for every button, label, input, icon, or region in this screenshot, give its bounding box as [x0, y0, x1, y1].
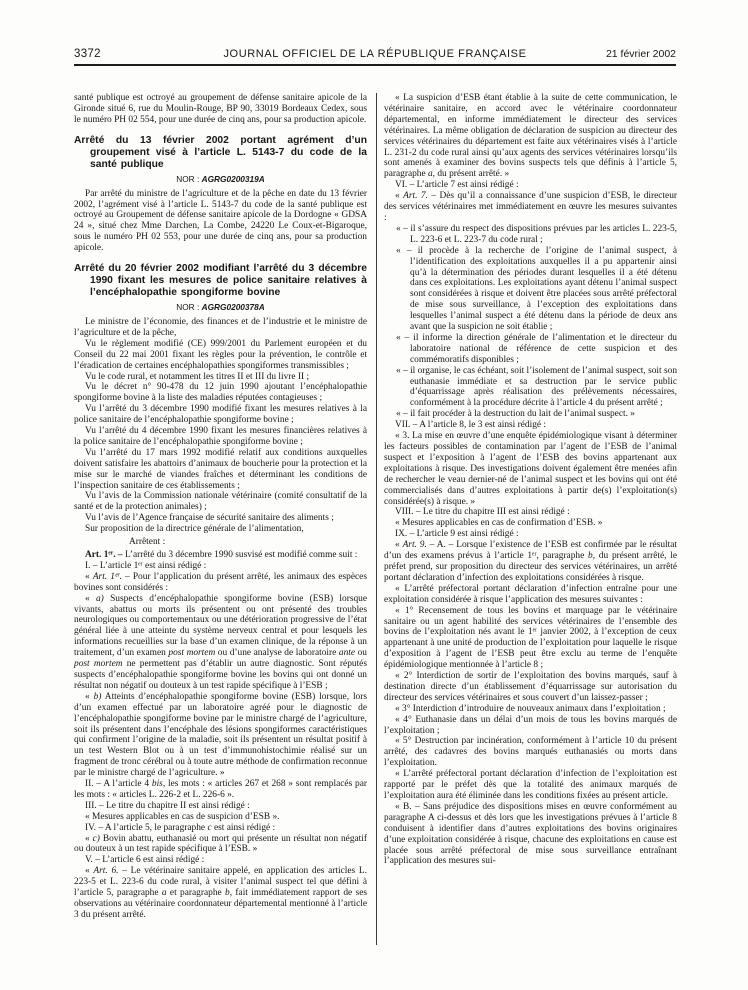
paragraph: [74, 448, 367, 492]
paragraph: [74, 801, 367, 812]
text-segment: post mortem: [74, 659, 123, 670]
text-segment: L’arrêté du 3 décembre 1990 susvisé est modifié comme suit :: [124, 550, 358, 560]
text-segment: , du présent arrêté. »: [432, 169, 510, 180]
text-segment: « – il s’assure du respect des dispositions prévues par les articles L. 223-5, L. 223-6 et L. 223-7 du code rural ;: [396, 223, 677, 245]
text-segment: Art. 6.: [93, 866, 119, 877]
text-segment: ne permettent pas d’établir un autre diagnostic. Sont réputés suspects d’encéphalopathie spongiforme bovine les bovins qui ont donné un résultat non négatif ou douteux à un test rapide spécifique à l’ESB ;: [74, 659, 367, 691]
paragraph: [74, 513, 367, 524]
arretent-line: [74, 537, 367, 548]
text-segment: V. – L’article 6 est ainsi rédigé :: [85, 855, 205, 866]
text-segment: Arrêté du 20 février 2002 modifiant l’arrêté du 3 décembre 1990 fixant les mesures de police sanitaire relatives à l’encéphalopathie spongiforme bovine: [74, 263, 367, 299]
column-divider: [376, 93, 377, 945]
dash-item: [396, 365, 678, 410]
text-segment: a: [427, 169, 433, 180]
text-segment: Vu l’arrêté du 4 décembre 1990 fixant les mesures financières relatives à la police sanitaire de l’encéphalopathie spongiforme bovine ;: [74, 426, 367, 447]
text-segment: – Dès qu’il a connaissance d’une suspicion d’ESB, le directeur des services vétérinaires met immédiatement en œuvre les mesures suivantes :: [384, 191, 678, 223]
paragraph: [74, 426, 367, 448]
text-segment: « Mesures applicables en cas de suspicion d’ESB ».: [85, 811, 280, 822]
text-segment: Arrêté du 13 février 2002 portant agrément d’un groupement visé à l’article L. 5143-7 du code de la santé publique: [74, 134, 367, 170]
text-segment: « – il procède à la recherche de l’origine de l’animal suspect, à l’identification des exploitations auxquelles il a pu appartenir ainsi qu’à la détermination des périodes durant lesquelles il a été détenu dans ces exploitations. Les exploitations ayant détenu l’animal suspect sont considérées à risque et doivent être placées sous arrêté préfectoral de mise sous surveillance, à l’exception des exploitations dans lesquelles l’animal suspect a été détenu dans la période de deux ans avant que la suspicion ne soit établie ;: [396, 245, 677, 333]
text-segment: NOR :: [176, 173, 202, 184]
paragraph: [384, 704, 677, 715]
text-segment: « – il informe la direction générale de l’alimentation et le directeur du laboratoire national de référence de cette suspicion et des commémoratifs disponibles ;: [396, 332, 677, 365]
text-segment: VII. – A l’article 8, le 3 est ainsi rédigé :: [395, 420, 546, 431]
text-segment: et paragraphe: [166, 888, 226, 899]
paragraph: [74, 372, 367, 383]
text-segment: III. – Le titre du chapitre II est ainsi rédigé :: [85, 800, 250, 811]
text-segment: b): [93, 691, 102, 702]
paragraph: [74, 572, 367, 594]
page-header: [74, 44, 676, 66]
paragraph: [384, 769, 677, 802]
text-segment: a: [161, 888, 167, 899]
text-segment: «: [85, 593, 96, 604]
text-segment: Art. 1ᵉʳ. –: [85, 550, 125, 560]
text-segment: Art. 1ᵉʳ.: [92, 571, 122, 582]
text-segment: bis: [151, 779, 163, 790]
paragraph: [74, 491, 367, 513]
paragraph: [74, 561, 367, 572]
text-segment: Vu le code rural, et notamment les titres II et III du livre II ;: [85, 371, 310, 382]
text-segment: ou: [355, 648, 367, 659]
text-segment: c: [207, 822, 212, 833]
left-column: [74, 93, 367, 921]
paragraph: [384, 529, 677, 540]
text-segment: – Pour l’application du présent arrêté, les animaux des espèces bovines sont considérés :: [74, 571, 367, 593]
paragraph: [74, 866, 367, 921]
text-segment: Bovin abattu, euthanasié ou mort qui présente un résultat non négatif ou douteux à un test rapide spécifique à l’ESB. »: [74, 833, 368, 855]
paragraph: [384, 420, 677, 431]
text-segment: ou d’une analyse de laboratoire: [215, 648, 339, 659]
text-segment: « L’arrêté préfectoral portant déclaration d’infection de l’exploitation est rapporté par le préfet dès que la totalité des animaux marqués de l’exploitation aura été éliminée dans les conditions fixées au présent article.: [384, 769, 677, 801]
paragraph: [384, 802, 677, 867]
paragraph: [384, 93, 677, 180]
paragraph: [74, 779, 367, 801]
text-segment: Vu l’arrêté du 17 mars 1992 modifié relatif aux conditions auxquelles doivent satisfaire les abattoirs d’animaux de boucherie pour la protection et la mise sur le marché de viandes fraîches et déterminant les conditions de l’inspection sanitaire de ces établissements ;: [74, 447, 367, 491]
text-segment: Vu le règlement modifié (CE) 999/2001 du Parlement européen et du Conseil du 22 mai 2001 fixant les règles pour la prévention, le contrôle et l’éradication de certaines encéphalopathies spongiformes transmissibles ;: [74, 338, 367, 371]
section-heading: [74, 263, 367, 299]
text-segment: VI. – L’article 7 est ainsi rédigé :: [395, 180, 519, 191]
paragraph: [384, 507, 677, 518]
text-segment: – A. – Lorsque l’existence de l’ESB est confirmée par le résultat d’un des examens prévus à l’article 1ᵉʳ, paragraphe: [384, 540, 678, 562]
text-segment: IV. – A l’article 5, le paragraphe: [85, 822, 208, 833]
paragraph: [384, 671, 677, 704]
text-segment: «: [85, 691, 94, 702]
text-segment: « 3° Interdiction d’introduire de nouveaux animaux dans l’exploitation ;: [395, 703, 666, 714]
paragraph: [74, 404, 367, 426]
text-segment: « 5° Destruction par incinération, conformément à l’article 10 du présent arrêté, des cadavres des bovins marqués euthanasiés ou morts dans l’exploitation.: [384, 736, 677, 769]
text-segment: VIII. – Le titre du chapitre III est ainsi rédigé :: [395, 507, 570, 518]
paragraph: [384, 518, 677, 529]
text-segment: Art. 9.: [402, 540, 427, 551]
text-segment: « B. – Sans préjudice des dispositions mises en œuvre conformément au paragraphe A ci-dessus et dès lors que les investigations prévues à l’article 8 conduisent à identifier dans d’autres exploitations des bovins originaires d’une exploitation considérée à risque, chacune des exploitations en cause est placée sous arrêté préfectoral de mise sous surveillance entraînant l’application des mesures sui-: [384, 801, 677, 867]
text-segment: Vu l’avis de l’Agence française de sécurité sanitaire des aliments ;: [85, 513, 334, 524]
text-segment: « L’arrêté préfectoral portant déclaration d’infection entraîne pour une exploitation considérée à risque l’application des mesures suivantes :: [384, 583, 677, 605]
text-segment: I. – L’article 1ᵉʳ est ainsi rédigé :: [85, 560, 207, 571]
text-segment: , fait immédiatement rapport de ses observations au vétérinaire coordonnateur départemental mentionné à l’article 3 du présent arrêté.: [74, 888, 368, 920]
paragraph: [384, 584, 677, 606]
text-segment: c): [92, 833, 100, 844]
paragraph: [74, 692, 367, 779]
text-segment: Art. 7.: [403, 191, 428, 202]
text-segment: « – il organise, le cas échéant, soit l’isolement de l’animal suspect, soit son euthanasie immédiate et sa destruction par le service public d’équarrissage après réalisation des prélèvements nécessaires, conformément à la procédure décrite à l’article 4 du présent arrêté ;: [396, 365, 678, 409]
text-segment: « 3. La mise en œuvre d’une enquête épidémiologique visant à déterminer les facteurs possibles de contamination par l’agent de l’ESB de l’animal suspect et l’exposition à l’agent de l’ESB des bovins appartenant aux exploitations à risque. Des investigations doivent également être menées afin de rechercher le veau dernier-né de l’animal suspect et les bovins qui ont été commercialisés dans d’autres exploitations à partir de(s) l’exploitation(s) considérée(s) à risque. »: [384, 431, 677, 507]
page-number: 3372: [74, 48, 101, 60]
paragraph: [384, 606, 677, 671]
nor-code: AGRG0200319A: [201, 173, 265, 184]
paragraph: [74, 339, 367, 372]
paragraph: [74, 855, 367, 866]
text-segment: Par arrêté du ministre de l’agriculture et de la pêche en date du 13 février 2002, l’agrément visé à l’article L. 5143-7 du code de la santé publique est octroyé au Groupement de défense sanitaire apicole de la Dordogne « GDSA 24 », situé chez Mme Darchen, La Combe, 24220 Le Coux-et-Bigaroque, sous le numéro PH 02 553, pour une durée de cinq ans, pour sa production apicole.: [74, 188, 367, 254]
text-segment: Arrêtent :: [129, 537, 166, 548]
dash-item: [396, 332, 677, 366]
text-segment: « 2° Interdiction de sortir de l’exploitation des bovins marqués, sauf à destination directe d’un établissement d’équarrissage sur autorisation du directeur des services vétérinaires et sous couvert d’un laissez-passer ;: [384, 671, 677, 703]
paragraph: [74, 594, 367, 692]
paragraph: [74, 382, 367, 404]
text-segment: b: [225, 888, 230, 899]
journal-title: JOURNAL OFFICIEL DE LA RÉPUBLIQUE FRANÇAISE: [223, 48, 527, 60]
paragraph: [74, 550, 367, 561]
paragraph: [74, 524, 367, 535]
text-segment: ante: [338, 648, 356, 659]
nor-code: AGRG0200378A: [201, 302, 265, 313]
dash-item: [396, 223, 677, 246]
text-segment: IX. – L’article 9 est ainsi rédigé :: [395, 529, 519, 540]
text-segment: «: [85, 833, 93, 844]
text-segment: Vu le décret n° 90-478 du 12 juin 1990 ajoutant l’encéphalopathie spongiforme bovine à la liste des maladies réputées contagieuses ;: [74, 382, 367, 404]
paragraph: [74, 823, 367, 834]
text-segment: « 4° Euthanasie dans un délai d’un mois de tous les bovins marqués de l’exploitation ;: [384, 714, 677, 736]
text-segment: « 1° Recensement de tous les bovins et marquage par le vétérinaire sanitaire ou un agent habilité des services vétérinaires de l’ensemble des bovins de l’exploitation nés avant le 1ᵉʳ janvier 2002, à l’exception de ceux appartenant à une unité de production de l’exploitation pour laquelle le risque d’exposition à l’agent de l’ESB peut être exclu au terme de l’enquête épidémiologique mentionnée à l’article 8 ;: [384, 605, 677, 671]
dash-item: [396, 409, 677, 420]
paragraph: [74, 93, 367, 126]
text-segment: «: [85, 571, 93, 582]
nor-line: [74, 174, 367, 185]
text-segment: Suspects d’encéphalopathie spongiforme bovine (ESB) lorsque vivants, abattus ou morts ils présentent ou ont présenté des troubles neurologiques ou comportementaux ou une détérioration progressive de l’état général liée à une atteinte du système nerveux central et pour lesquels les informations recueillies sur la base d’un examen clinique, de la réponse à un traitement, d’un examen: [74, 593, 368, 659]
text-segment: post mortem: [168, 648, 216, 659]
text-segment: Vu l’arrêté du 3 décembre 1990 modifié fixant les mesures relatives à la police sanitaire de l’encéphalopathie spongiforme bovine ;: [74, 404, 367, 426]
text-segment: « – il fait procéder à la destruction du lait de l’animal suspect. »: [396, 409, 635, 420]
section-heading: [74, 135, 367, 171]
text-segment: a): [95, 593, 104, 604]
text-segment: II. – A l’article 4: [85, 779, 152, 790]
paragraph: [384, 431, 677, 507]
paragraph: [74, 189, 367, 254]
paragraph: [384, 191, 677, 224]
text-segment: Vu l’avis de la Commission nationale vétérinaire (comité consultatif de la santé et de la protection animales) ;: [74, 491, 367, 513]
text-segment: – Le vétérinaire sanitaire appelé, en application des articles L. 223-5 et L. 223-6 du code rural, à visiter l’animal suspect tel que défini à l’article 5, paragraphe: [74, 866, 367, 899]
text-segment: , du présent arrêté, le préfet prend, sur proposition du directeur des services vétérinaires, un arrêté portant déclaration d’infection des exploitations considérées à risque.: [384, 551, 677, 583]
paragraph: [384, 715, 677, 737]
text-segment: Le ministre de l’économie, des finances et de l’industrie et le ministre de l’agriculture et de la pêche,: [74, 316, 367, 338]
paragraph: [384, 180, 677, 191]
right-column: [384, 93, 677, 867]
text-segment: santé publique est octroyé au groupement de défense sanitaire apicole de la Gironde situé 6, rue du Moulin-Rouge, BP 90, 33019 Bordeaux Cedex, sous le numéro PH 02 554, pour une durée de cinq ans, pour sa production apicole.: [74, 93, 367, 125]
text-segment: est ainsi rédigé :: [211, 822, 276, 833]
paragraph: [74, 812, 367, 823]
text-segment: «: [395, 191, 404, 202]
paragraph: [384, 736, 677, 769]
dash-item: [396, 245, 677, 333]
text-segment: b: [588, 551, 593, 562]
paragraph: [384, 540, 677, 584]
text-segment: Sur proposition de la directrice générale de l’alimentation,: [85, 524, 304, 535]
paragraph: [74, 834, 367, 856]
issue-date: 21 février 2002: [605, 48, 676, 60]
text-segment: « La suspicion d’ESB étant établie à la suite de cette communication, le vétérinaire sanitaire, en accord avec le vétérinaire coordonnateur départemental, en informe immédiatement le directeur des services vétérinaires. La même obligation de déclaration de suspicion au directeur des services vétérinaires du département est faite aux vétérinaires visés à l’article L. 231-2 du code rural ainsi qu’aux agents des services vétérinaires lorsqu’ils sont amenés à examiner des bovins suspects tels que définis à l’article 5, paragraphe: [384, 93, 677, 180]
text-segment: , les mots : « articles 267 et 268 » sont remplacés par les mots : « articles L. 226-2 et L. 226-6 ».: [74, 779, 368, 800]
text-segment: «: [395, 540, 403, 551]
text-segment: Atteints d’encéphalopathie spongiforme bovine (ESB) lorsque, lors d’un examen effectué par un laboratoire agréé pour le diagnostic de l’encéphalopathie spongiforme bovine par le ministre chargé de l’agriculture, soit ils présentent dans l’encéphale des lésions spongiformes caractéristiques qui confirment l’origine de la maladie, soit ils présentent un résultat positif à un test Western Blot ou à un test d’immunohistochimie réalisé sur un fragment de tronc cérébral ou à toute autre méthode de confirmation reconnue par le ministre chargé de l’agriculture. »: [74, 691, 368, 779]
text-segment: «: [85, 866, 94, 877]
text-segment: NOR :: [176, 302, 202, 313]
nor-line: [74, 302, 367, 313]
paragraph: [74, 317, 367, 339]
text-segment: « Mesures applicables en cas de confirmation d’ESB. »: [395, 518, 603, 529]
